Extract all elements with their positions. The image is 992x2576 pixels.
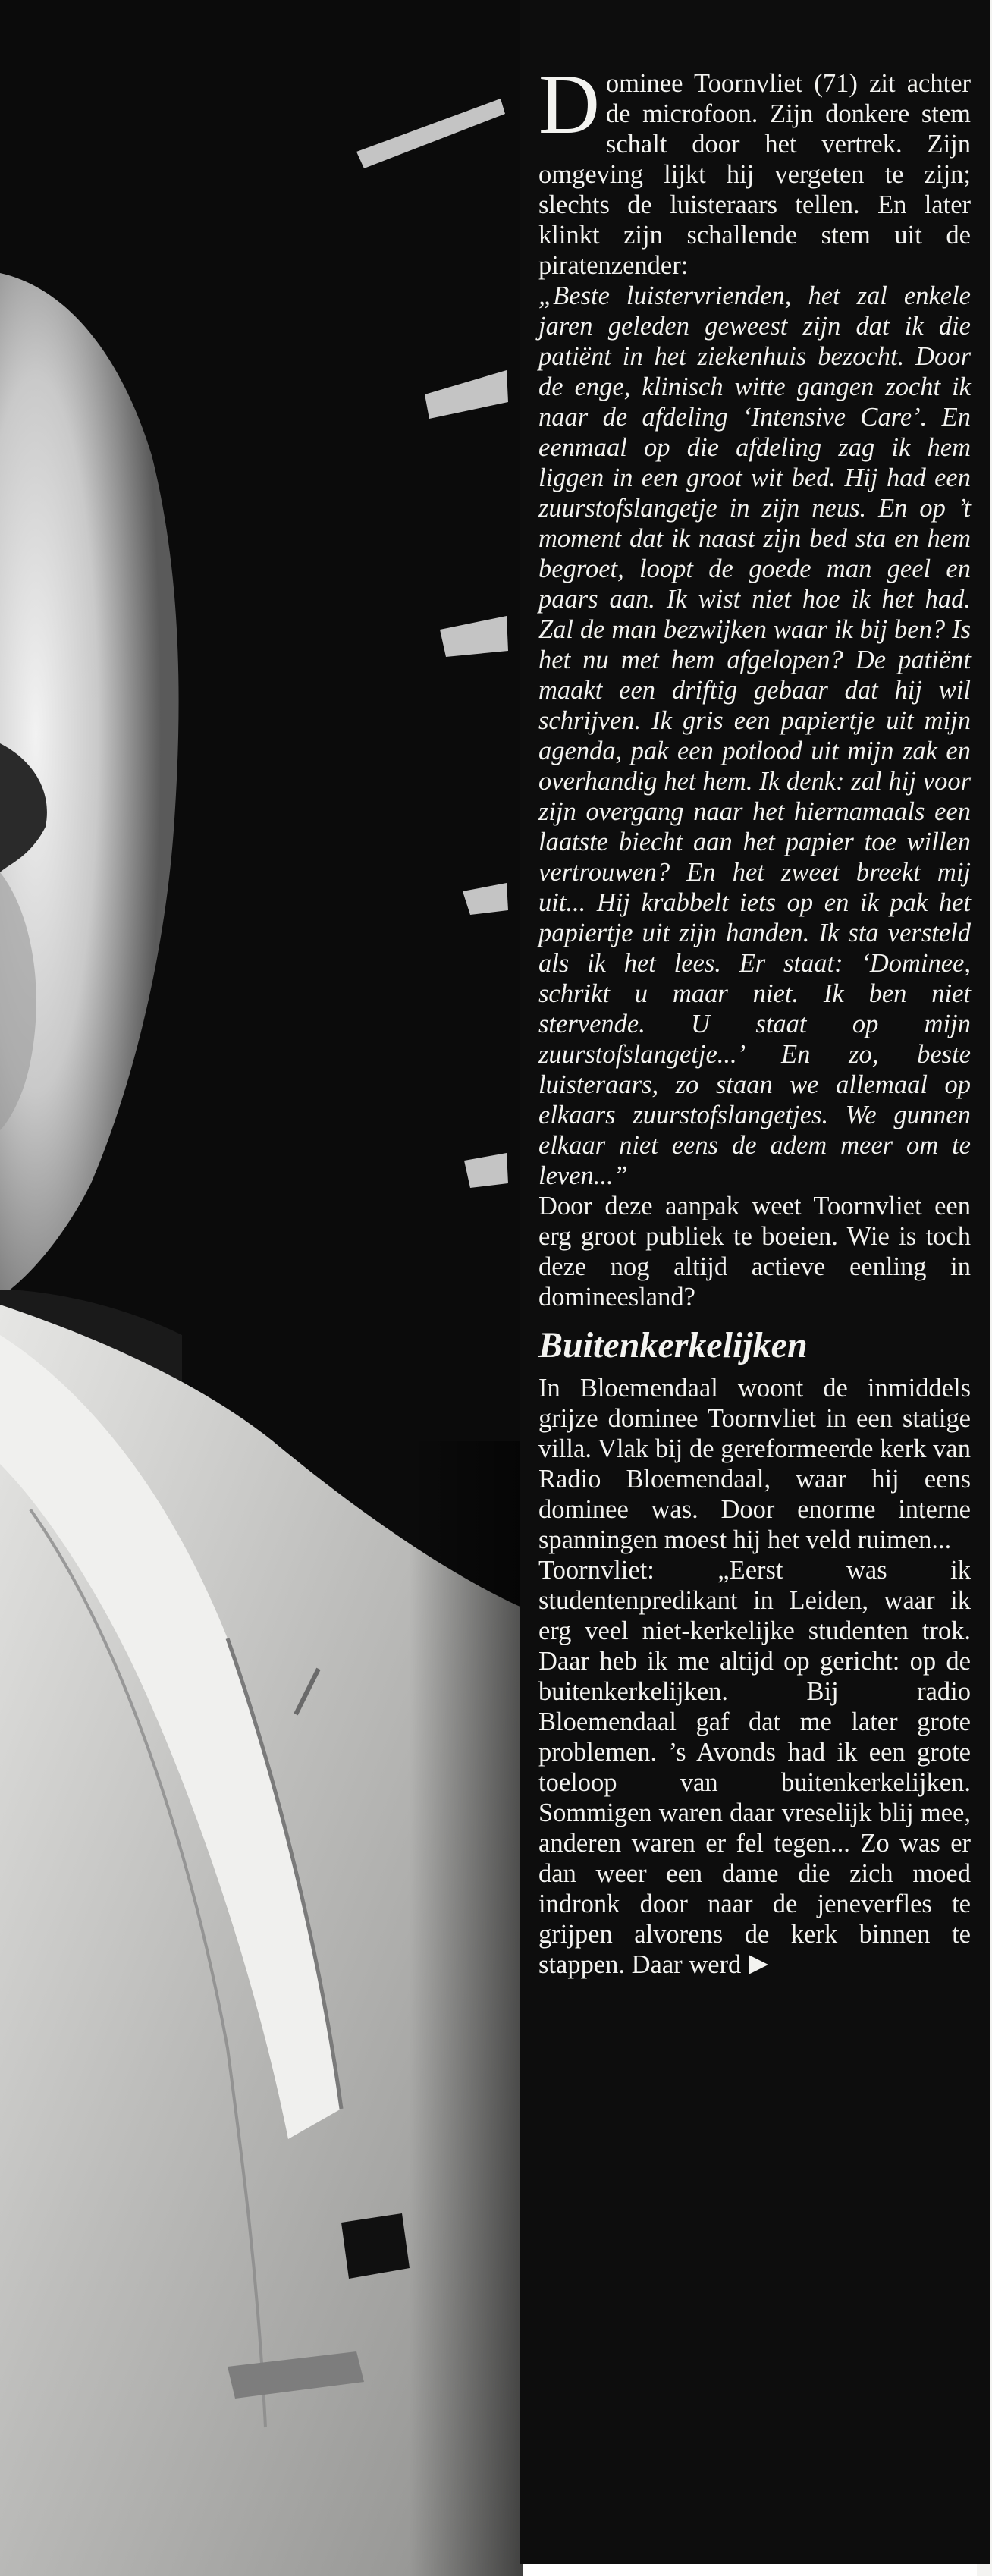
continue-arrow-icon [749,1955,768,1974]
interview-paragraph [538,1555,971,1980]
intro-paragraph: Dominee Toornvliet (71) zit achter de microfoon. Zijn donkere stem schalt door het vertrek. Zijn omgeving lijkt hij vergeten te zijn; slechts de luisteraars tellen. En later klinkt zijn schallende stem uit de piratenzender: [538,58,971,280]
article-text [538,58,971,1980]
after-quote-paragraph: Door deze aanpak weet Toornvliet een erg groot publiek te boeien. Wie is toch deze nog altijd actieve eenling in domineesland? [538,1192,971,1312]
section-heading: Buitenkerkelijken [538,1325,808,1365]
villa-paragraph: In Bloemendaal woont de inmiddels grijze dominee Toornvliet in een statige villa. Vlak bij de gereformeerde kerk van Radio Bloemendaal, waar hij eens dominee was. Door enorme interne spanningen moest hij het veld ruimen... [538,1374,971,1554]
radio-quote: „Beste luistervrienden, het zal enkele jaren geleden geweest zijn dat ik die patiënt in het ziekenhuis bezocht. Door de enge, klinisch witte gangen zocht ik naar de afdeling ‘Intensive Care’. En eenmaal op die afdeling zag ik hem liggen in een groot wit bed. Hij had een zuurstofslangetje in zijn neus. En op ’t moment dat ik naast zijn bed sta en hem begroet, loopt de goede man geel en paars aan. Ik wist niet hoe ik het had. Zal de man bezwijken waar ik bij ben? Is het nu met hem afgelopen? De patiënt maakt een driftig gebaar dat hij wil schrijven. Ik gris een papiertje uit mijn agenda, pak een potlood uit mijn zak en overhandig het hem. Ik denk: zal hij voor zijn overgang naar het hiernamaals een laatste biecht aan het papier toe willen vertrouwen? En het zweet breekt mij uit... Hij krabbelt iets op en ik pak het papiertje uit zijn handen. Ik sta versteld als ik het lees. Er staat: ‘Dominee, schrikt u maar niet. Ik ben niet stervende. U staat op mijn zuurstofslangetje...’ En zo, beste luisteraars, zo staan we allemaal op elkaars zuurstofslangetjes. We gunnen elkaar niet eens de adem meer om te leven...” [538,281,971,1190]
article-column [520,0,990,2564]
interview-text: Toornvliet: „Eerst was ik studentenpredikant in Leiden, waar ik erg veel niet-kerkelijke studenten trok. Daar heb ik me altijd op gericht: op de buitenkerkelijken. Bij radio Bloemendaal gaf dat me later grote problemen. ’s Avonds had ik een grote toeloop van buitenkerkelijken. Sommigen waren daar vreselijk blij mee, anderen waren er fel tegen... Zo was er dan weer een dame die zich moed indronk door naar de jeneverfles te grijpen alvorens de kerk binnen te stappen. Daar werd [538,1556,971,1979]
